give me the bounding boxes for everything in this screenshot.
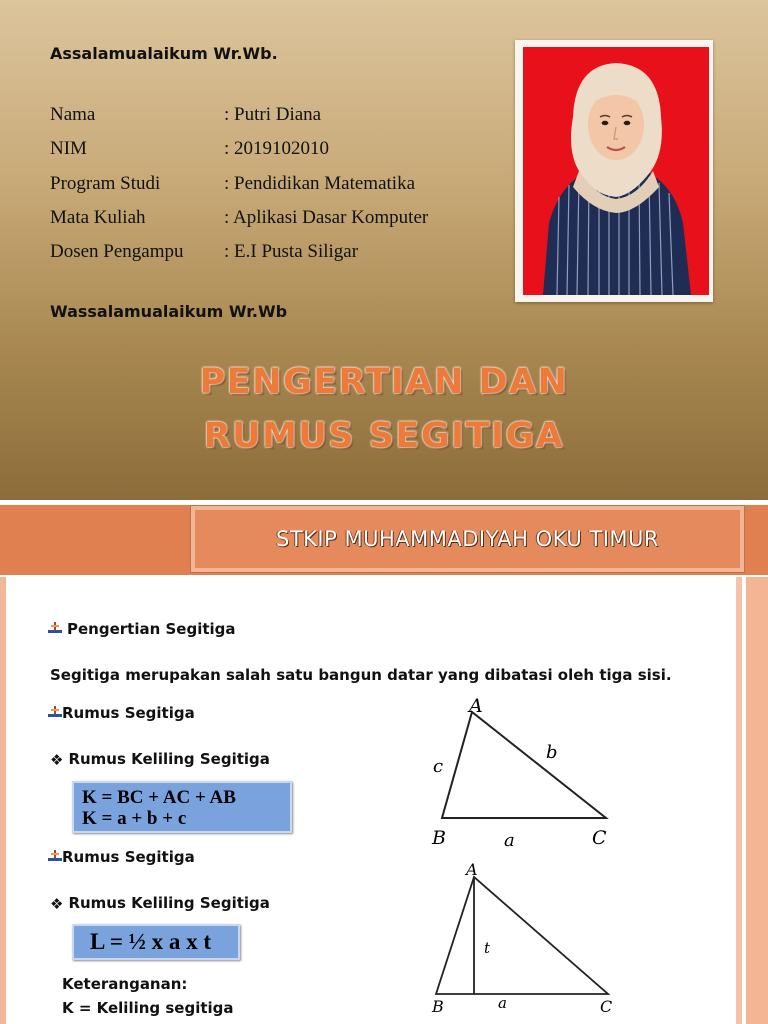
info-label: Program Studi (50, 172, 161, 194)
info-label: Dosen Pengampu (50, 241, 184, 263)
definition-text: Segitiga merupakan salah satu bangun datar yang dibatasi oleh tiga sisi. (50, 666, 672, 684)
subheading-keliling-2 (50, 894, 270, 913)
vertex-label-b: B (432, 997, 444, 1016)
info-value: : Pendidikan Matematika (224, 172, 416, 194)
keterangan-heading: Keteranganan: (62, 975, 188, 993)
arrow-bullet-icon (48, 705, 62, 723)
heading-text: Rumus Segitiga (62, 848, 195, 866)
diamond-bullet-icon: ❖ (50, 751, 64, 769)
triangle-shape (436, 877, 608, 994)
vertex-label-c: C (600, 997, 613, 1016)
keterangan-k: K = Keliling segitiga (62, 999, 234, 1017)
arrow-bullet-icon (48, 621, 62, 639)
side-label-a: a (498, 994, 507, 1012)
height-label-t: t (484, 939, 491, 957)
vertex-label-c: C (592, 827, 607, 849)
triangle-diagram-keliling (420, 690, 630, 860)
formula-box-keliling (72, 781, 292, 833)
heading-rumus-2 (48, 848, 195, 867)
formula-box-luas: L = ½ x a x t (72, 924, 240, 960)
formula-line: K = BC + AC + AB (82, 787, 236, 808)
info-label: Nama (50, 104, 96, 125)
triangle-diagram-luas (420, 855, 630, 1024)
info-label: Mata Kuliah (50, 206, 146, 228)
heading-text: Pengertian Segitiga (67, 620, 236, 638)
header-box (190, 505, 745, 573)
title-line-2: RUMUS SEGITIGA (203, 416, 565, 456)
side-label-b: b (546, 742, 558, 763)
subheading-keliling-1 (50, 750, 270, 769)
diamond-bullet-icon: ❖ (50, 895, 64, 913)
info-value: : Aplikasi Dasar Komputer (224, 206, 429, 228)
right-accent-strip-outer (746, 577, 768, 1024)
heading-pengertian (48, 620, 236, 639)
info-value: : E.I Pusta Siligar (224, 241, 359, 263)
formula-line: K = a + b + c (82, 808, 187, 829)
triangle-shape (442, 712, 606, 818)
portrait-illustration (523, 47, 709, 295)
vertex-label-b: B (432, 827, 446, 849)
info-label: NIM (50, 138, 87, 160)
right-accent-strip (736, 577, 742, 1024)
side-label-c: c (433, 756, 444, 777)
vertex-label-a: A (469, 695, 483, 717)
side-label-a: a (504, 830, 515, 851)
header-box-inner (195, 510, 740, 568)
student-photo (523, 47, 709, 295)
greeting: Assalamualaikum Wr.Wb. (50, 44, 278, 63)
closing-greeting: Wassalamualaikum Wr.Wb (50, 302, 288, 321)
heading-text: Rumus Segitiga (62, 704, 195, 722)
info-value: : Putri Diana (224, 104, 322, 125)
arrow-bullet-icon (48, 849, 62, 867)
title-line-1: PENGERTIAN DAN (199, 362, 569, 402)
info-value: : 2019102010 (224, 138, 330, 160)
heading-rumus-1 (48, 704, 195, 723)
vertex-label-a: A (466, 860, 478, 879)
subheading-text: Rumus Keliling Segitiga (68, 894, 270, 912)
institution-title: STKIP MUHAMMADIYAH OKU TIMUR (276, 527, 659, 551)
subheading-text: Rumus Keliling Segitiga (68, 750, 270, 768)
